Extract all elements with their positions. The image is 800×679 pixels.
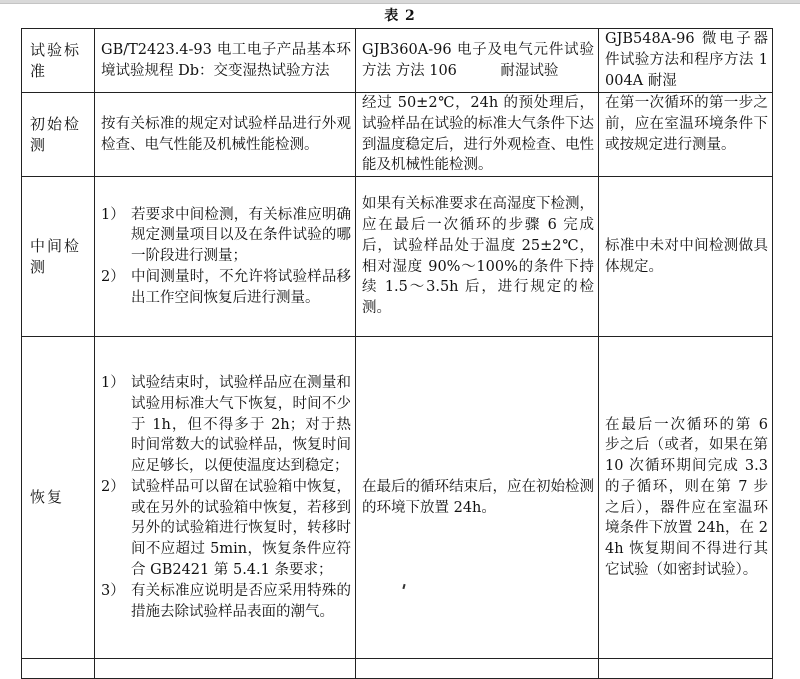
cell-gjb548-intermediate: 标准中未对中间检测做具体规定。 [599,177,773,337]
gb-intermediate-list [101,205,351,309]
partial-cell [22,659,95,679]
cell-gjb548-initial: 在第一次循环的第一步之前，应在室温环境条件下或按规定进行测量。 [599,93,773,177]
cell-gjb360-intermediate: 如果有关标准要求在高湿度下检测，应在最后一次循环的步骤 6 完成后，试验样品处于温度 25±2℃，相对湿度 90%～100%的条件下持续 1.5～3.5h 后，进行规定的检测。 [356,177,599,337]
header-cell-gb2423: GB/T2423.4-93 电工电子产品基本环境试验规程 Db：交变湿热试验方法 [95,29,356,93]
table-row-intermediate-test [22,177,773,337]
comparison-table [21,28,773,679]
table-row-recovery [22,337,773,659]
list-item: 2） 中间测量时，不允许将试验样品移出工作空间恢复后进行测量。 [101,269,351,306]
partial-cell [95,659,356,679]
table-header-row [22,29,773,93]
header-cell-gjb548: GJB548A-96 微电子器件试验方法和程序方法 1004A 耐湿 [599,29,773,93]
cell-gb-intermediate [95,177,356,337]
row-label-recovery: 恢复 [22,337,95,659]
window-top-edge [0,0,800,4]
cell-gb-initial: 按有关标准的规定对试验样品进行外观检查、电气性能及机械性能检测。 [95,93,356,177]
cell-gjb548-recovery: 在最后一次循环的第 6 步之后（或者，如果在第 10 次循环期间完成 3.3 的子循环，则在第 7 步之后），器件应在室温环境条件下放置 24h，在 24h 恢复期间不得进行其它试验（如密封试验）。 [599,337,773,659]
table-row-next-partial [22,659,773,679]
row-label-initial-test: 初始检测 [22,93,95,177]
partial-cell [356,659,599,679]
gb-recovery-list [101,373,351,623]
header-cell-gjb360: GJB360A-96 电子及电气元件试验方法 方法 106 耐湿试验 [356,29,599,93]
list-item: 3） 有关标准应说明是否应采用特殊的措施去除试验样品表面的潮气。 [101,582,351,620]
table-caption: 表 2 [384,8,416,24]
list-item: 2） 试验样品可以留在试验箱中恢复，或在另外的试验箱中恢复，若移到另外的试验箱进行恢复时，转移时间不应超过 5min，恢复条件应符合 GB2421 第 5.4.1 条要求； [101,478,351,579]
cell-gjb360-recovery: 在最后的循环结束后，应在初始检测的环境下放置 24h。 [356,337,599,659]
list-item: 1） 若要求中间检测，有关标准应明确规定测量项目以及在条件试验的哪一阶段进行测量； [101,206,351,265]
cell-gjb360-initial: 经过 50±2℃，24h 的预处理后，试验样品在试验的标准大气条件下达到温度稳定后，进行外观检查、电性能及机械性能检测。 [356,93,599,177]
partial-cell [599,659,773,679]
table-row-initial-test [22,93,773,177]
header-cell-standard: 试验标准 [22,29,95,93]
row-label-intermediate-test: 中间检测 [22,177,95,337]
cell-gb-recovery [95,337,356,659]
list-item: 1） 试验结束时，试验样品应在测量和试验用标准大气下恢复，时间不少于 1h，但不得多于 2h；对于热时间常数大的试验样品，恢复时间应足够长，以便使温度达到稳定； [101,374,351,475]
